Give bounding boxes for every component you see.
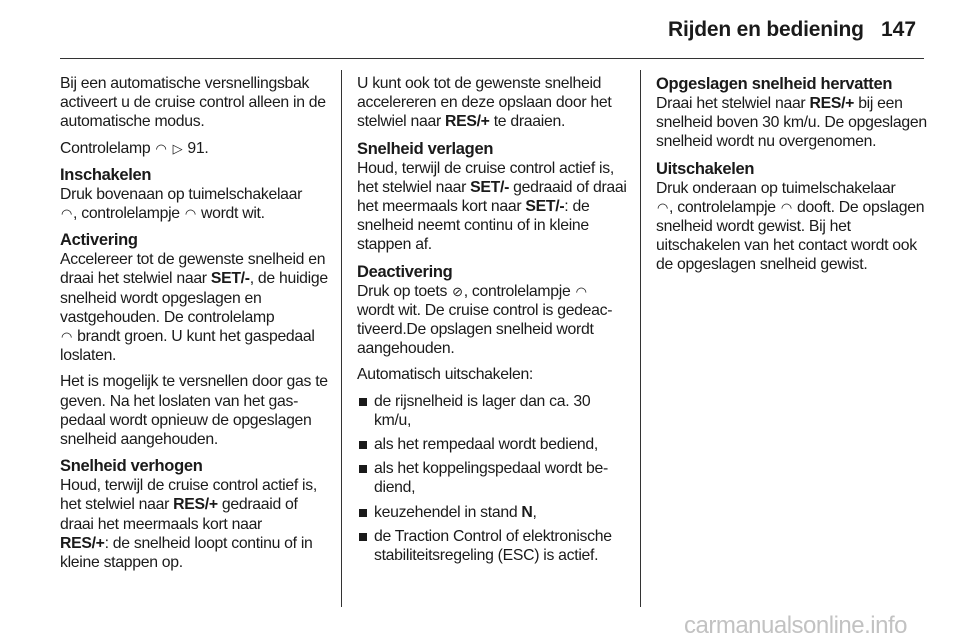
paragraph-controlelamp <box>60 139 330 158</box>
paragraph-versnellen: Het is mogelijk te versnellen door gas te geven. Na het loslaten van het gaspedaal wordt opnieuw de opgeslagen snelheid aangehouden. <box>60 373 328 449</box>
uitschakelen-text-2: , controlelampje <box>669 198 776 216</box>
cruise-control-lamp-icon: ◠ <box>780 199 792 215</box>
heading-deactivering: Deactivering <box>357 262 453 281</box>
list-item-text: keuzehendel in stand <box>374 503 518 521</box>
opslaan-text-2: te draaien. <box>493 113 566 131</box>
hervatten-text-2: bij een snelheid boven 30 km/u. De opgeslagen snelheid wordt nu overgenomen. <box>656 95 927 151</box>
heading-hervatten: Opgeslagen snelheid hervatten <box>656 75 893 93</box>
list-item-text: de Traction Control of elektronische stabiliteitsregeling (ESC) is actief. <box>374 527 612 565</box>
activering-text-3: brandt groen. U kunt het gaspedaal loslaten. <box>60 328 315 365</box>
verhogen-text-2: gedraaid of draai het meermaals kort naar <box>60 496 298 533</box>
page-reference: 91. <box>187 139 209 157</box>
uitschakelen-text-3: dooft. De opslagen snelheid wordt gewist. Bij het uitschakelen van het contact wordt ook de opgeslagen snelheid gewist. <box>656 198 925 274</box>
cruise-control-lamp-icon: ◠ <box>184 206 196 222</box>
list-item-text: de rijsnelheid is lager dan ca. 30 km/u, <box>374 392 591 429</box>
page-reference-arrow-icon: ▷ <box>172 140 183 156</box>
auto-off-list <box>357 392 627 566</box>
verhogen-text-3: : de snelheid loopt continu of in kleine stappen op. <box>60 534 313 572</box>
list-item <box>357 435 627 454</box>
paragraph-automatic: Bij een automatische versnellingsbak activeert u de cruise control alleen in de automatische modus. <box>60 75 326 131</box>
watermark: carmanualsonline.info <box>684 612 907 639</box>
deactivering-text-2: , controlelampje <box>463 282 571 300</box>
cruise-control-lamp-icon: ◠ <box>155 140 167 156</box>
cruise-control-lamp-icon: ◠ <box>575 283 587 299</box>
verlagen-text-3: : de snelheid neemt continu of in kleine stappen af. <box>357 198 590 254</box>
verhogen-text-1: Houd, terwijl de cruise control actief is, het stelwiel naar <box>60 477 317 514</box>
res-label: RES/+ <box>173 496 218 514</box>
res-label: RES/+ <box>60 534 105 552</box>
cruise-control-lamp-icon: ◠ <box>657 199 669 215</box>
set-label: SET/- <box>210 270 250 288</box>
heading-inschakelen: Inschakelen <box>60 165 152 184</box>
gear-n-label: N <box>521 503 533 521</box>
paragraph-opslaan <box>357 74 627 132</box>
bullet-icon <box>359 398 367 406</box>
cruise-cancel-button-icon: ⊘ <box>452 283 463 299</box>
bullet-icon <box>359 533 367 541</box>
heading-activering: Activering <box>60 231 138 250</box>
paragraph-verlagen <box>357 159 627 255</box>
column-3 <box>656 74 928 282</box>
list-item <box>357 459 627 497</box>
set-label: SET/- <box>525 198 565 216</box>
paragraph-activering <box>60 250 330 365</box>
paragraph-hervatten <box>656 94 928 152</box>
cruise-control-lamp-icon: ◠ <box>61 206 73 222</box>
column-separator-1 <box>341 70 342 607</box>
activering-text-2: , de huidige snelheid wordt opgeslagen en vastgehouden. De controlelamp <box>60 270 328 326</box>
verlagen-text-1: Houd, terwijl de cruise control actief is, het stelwiel naar <box>357 159 614 196</box>
deactivering-text-3: wordt wit. De cruise control is gedeactiveerd.De opslagen snelheid wordt aangehouden. <box>357 301 613 358</box>
bullet-icon <box>359 441 367 449</box>
res-label: RES/+ <box>445 113 490 131</box>
header-rule <box>60 58 924 59</box>
cruise-control-lamp-icon: ◠ <box>61 329 73 345</box>
deactivering-text-1: Druk op toets <box>357 282 448 300</box>
column-2 <box>357 74 627 570</box>
list-item-text: als het rempedaal wordt bediend, <box>374 436 598 454</box>
heading-verlagen: Snelheid verlagen <box>357 139 494 158</box>
res-label: RES/+ <box>809 95 855 112</box>
opslaan-text-1: U kunt ook tot de gewenste snelheid accelereren en deze opslaan door het stelwiel naar <box>357 75 612 131</box>
paragraph-inschakelen <box>60 185 330 223</box>
hervatten-text-1: Draai het stelwiel naar <box>656 95 806 112</box>
activering-text-1: Accelereer tot de gewenste snelheid en draai het stelwiel naar <box>60 251 326 288</box>
column-1 <box>60 74 330 579</box>
page-number: 147 <box>881 18 917 41</box>
list-item <box>357 527 627 565</box>
controlelamp-text: Controlelamp <box>60 139 151 157</box>
bullet-icon <box>359 509 367 517</box>
paragraph-verhogen <box>60 476 330 572</box>
bullet-icon <box>359 465 367 473</box>
paragraph-uitschakelen <box>656 179 928 275</box>
list-item-punctuation: , <box>532 503 537 521</box>
inschakelen-text-3: wordt wit. <box>201 205 265 223</box>
inschakelen-text-2: , controlelampje <box>73 205 180 223</box>
inschakelen-text-1: Druk bovenaan op tuimelschakelaar <box>60 185 303 203</box>
paragraph-deactivering <box>357 282 627 359</box>
column-separator-2 <box>640 70 641 607</box>
uitschakelen-text-1: Druk onderaan op tuimelschakelaar <box>656 179 896 197</box>
paragraph-automatisch: Automatisch uitschakelen: <box>357 366 534 384</box>
heading-verhogen: Snelheid verhogen <box>60 457 203 476</box>
heading-uitschakelen: Uitschakelen <box>656 159 755 178</box>
verlagen-text-2: gedraaid of draai het meermaals kort naar <box>357 178 627 216</box>
list-item <box>357 503 627 522</box>
page-header-title: Rijden en bediening <box>668 18 864 41</box>
list-item-text: als het koppelingspedaal wordt bediend, <box>374 460 609 497</box>
list-item <box>357 392 627 430</box>
set-label: SET/- <box>470 178 510 196</box>
